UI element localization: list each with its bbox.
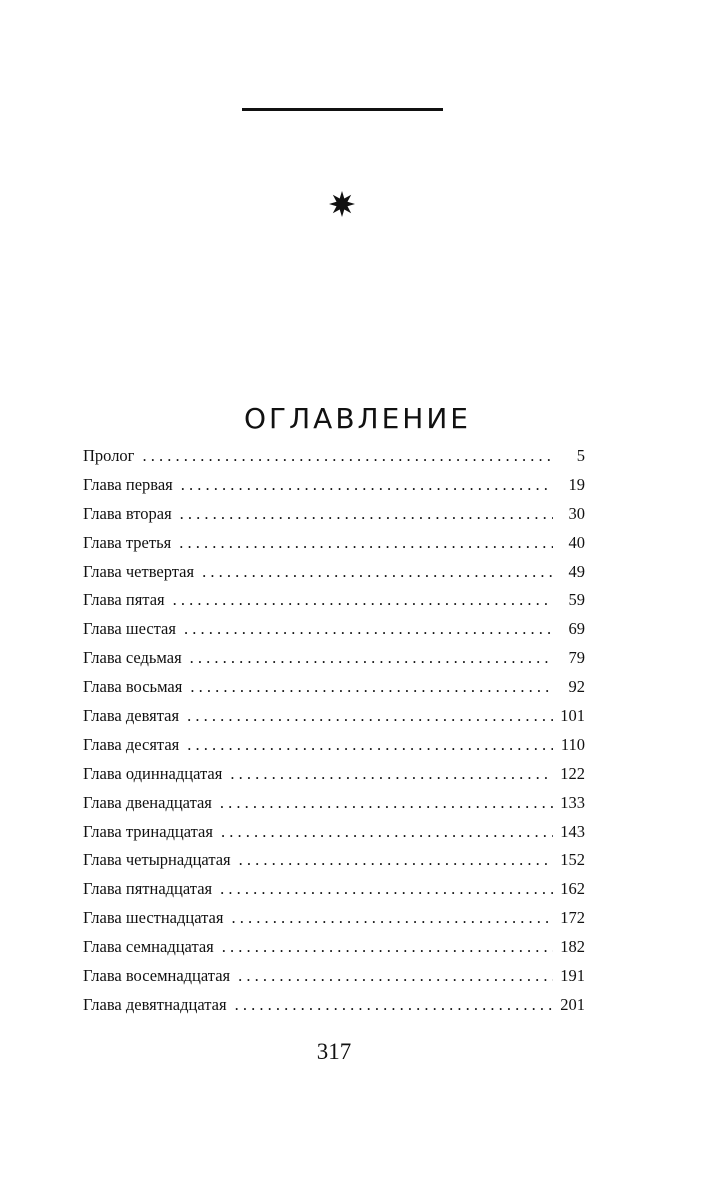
toc-entry[interactable] [83,586,585,615]
toc-entry-label: Глава вторая [83,500,180,529]
ornament-star-shape [328,190,356,218]
toc-entry-label: Глава тринадцатая [83,818,221,847]
toc-entry-page: 101 [560,706,585,726]
toc-entry[interactable] [83,558,585,587]
toc-entry-page: 59 [568,590,585,610]
toc-entry-label: Глава четвертая [83,558,202,587]
toc-entry-page: 182 [560,937,585,957]
toc-dot-leader [190,644,553,673]
toc-entry-label: Глава четырнадцатая [83,846,239,875]
toc-dot-leader [202,558,553,587]
toc-entry-page: 69 [568,619,585,639]
toc-entry-label: Глава двенадцатая [83,789,220,818]
toc-entry[interactable] [83,962,585,991]
toc-dot-leader [190,673,553,702]
toc-dot-leader [142,442,553,471]
toc-entry-page: 30 [568,503,585,523]
toc-dot-leader [180,500,553,529]
toc-dot-leader [238,962,553,991]
toc-dot-leader [220,875,553,904]
toc-entry-page: 143 [560,821,585,841]
toc-entry-page: 201 [560,994,585,1014]
top-rule [242,108,443,111]
toc-entry-page: 5 [576,446,585,465]
toc-entry-page: 40 [568,532,585,552]
toc-entry-label: Глава первая [83,471,181,500]
toc-entry[interactable] [83,789,585,818]
toc-entry[interactable] [83,615,585,644]
toc-entry[interactable] [83,644,585,673]
toc-entry-page: 191 [560,966,585,986]
toc-entry-label: Глава одиннадцатая [83,760,230,789]
toc-entry-label: Глава пятнадцатая [83,875,220,904]
toc-entry-label: Глава восемнадцатая [83,962,238,991]
toc-entry[interactable] [83,731,585,760]
toc-dot-leader [221,818,553,847]
toc-entry-page: 110 [560,734,585,754]
toc-dot-leader [235,991,553,1020]
toc-entry-label: Пролог [83,442,142,471]
toc-dot-leader [231,904,553,933]
toc-entry-page: 19 [568,474,585,494]
eight-point-star-icon [328,190,356,218]
toc-entry-page: 162 [560,879,585,899]
toc-title: ОГЛАВЛЕНИЕ [244,401,471,435]
toc-entry-page: 92 [568,677,585,697]
toc-entry-label: Глава девятнадцатая [83,991,235,1020]
toc-entry-label: Глава восьмая [83,673,190,702]
toc-entry-label: Глава девятая [83,702,187,731]
toc-entry-page: 152 [560,850,585,870]
toc-entry[interactable] [83,702,585,731]
toc-entry-label: Глава третья [83,529,179,558]
toc-entry[interactable] [83,933,585,962]
toc-entry-page: 133 [560,792,585,812]
toc-dot-leader [239,846,553,875]
toc-dot-leader [173,586,553,615]
toc-entry[interactable] [83,760,585,789]
toc-entry[interactable] [83,471,585,500]
toc-dot-leader [184,615,553,644]
toc-entry-label: Глава шестнадцатая [83,904,231,933]
toc-entry-label: Глава десятая [83,731,187,760]
toc-entry-label: Глава семнадцатая [83,933,222,962]
toc-entry[interactable] [83,991,585,1020]
toc-entry[interactable] [83,904,585,933]
toc-entry-label: Глава седьмая [83,644,190,673]
toc-dot-leader [187,731,553,760]
page-number: 317 [316,1039,352,1064]
toc-entry[interactable] [83,846,585,875]
toc-dot-leader [220,789,553,818]
toc-entry-page: 49 [568,561,585,581]
toc-entry-label: Глава пятая [83,586,173,615]
toc-dot-leader [230,760,553,789]
toc-entry[interactable] [83,500,585,529]
toc-entry[interactable] [83,673,585,702]
toc-entry[interactable] [83,529,585,558]
toc-entry[interactable] [83,875,585,904]
toc-list [83,442,585,1020]
toc-entry-label: Глава шестая [83,615,184,644]
toc-entry[interactable] [83,818,585,847]
toc-dot-leader [181,471,553,500]
toc-entry[interactable] [83,442,585,471]
toc-dot-leader [222,933,553,962]
toc-entry-page: 79 [568,648,585,668]
toc-dot-leader [179,529,553,558]
toc-entry-page: 172 [560,908,585,928]
toc-dot-leader [187,702,553,731]
toc-entry-page: 122 [560,763,585,783]
